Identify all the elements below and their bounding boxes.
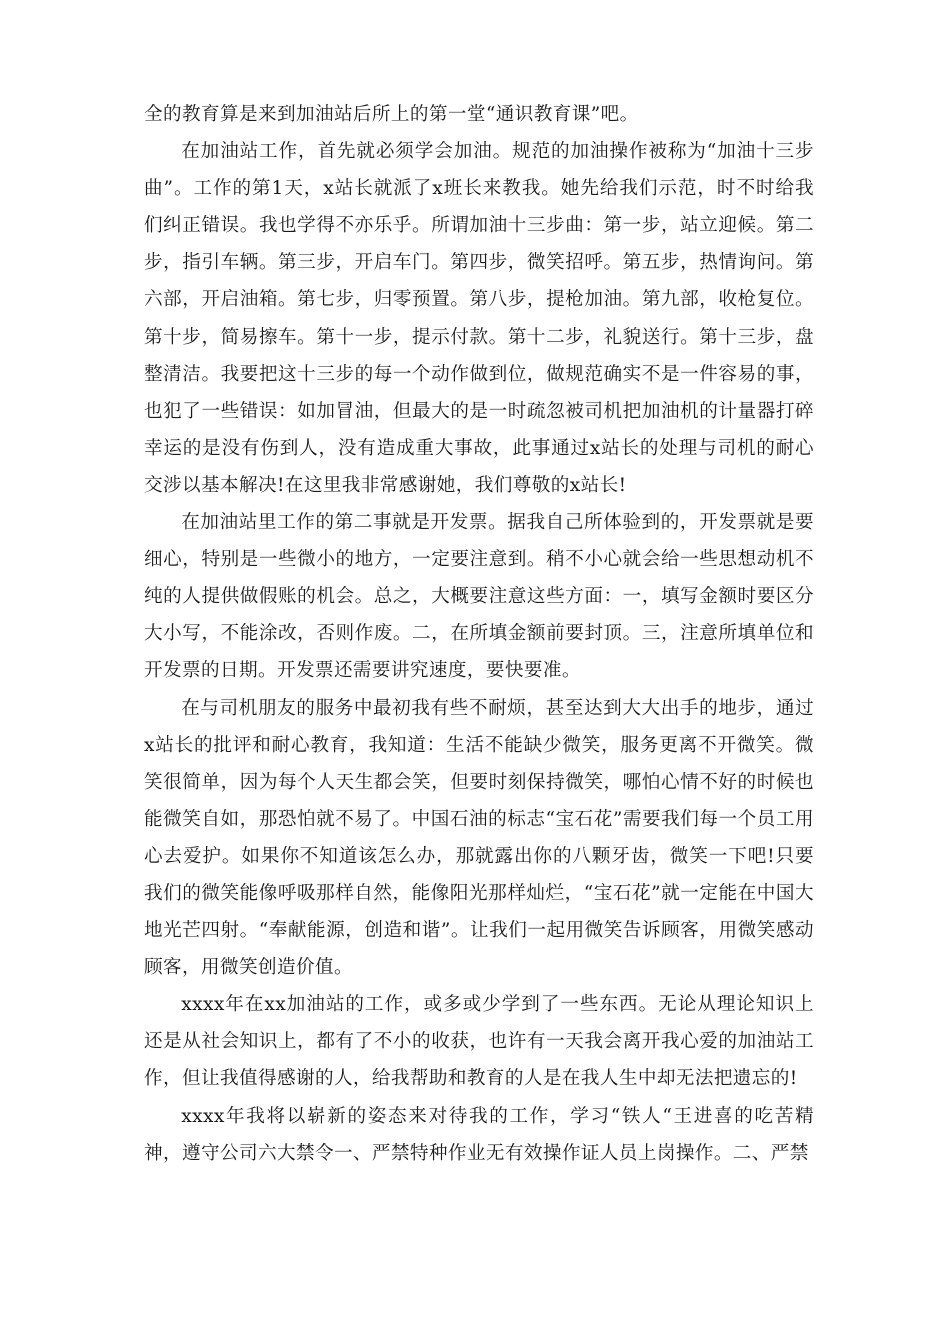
paragraph-smile-service: 在与司机朋友的服务中最初我有些不耐烦，甚至达到大大出手的地步，通过x站长的批评和耐心教育，我知道：生活不能缺少微笑，服务更离不开微笑。微笑很简单，因为每个人天生都会笑，但要时刻保持微笑，哪怕心情不好的时候也能微笑自如，那恐怕就不易了。中国石油的标志“宝石花”需要我们每一个员工用心去爱护。如果你不知道该怎么办，那就露出你的八颗牙齿，微笑一下吧!只要我们的微笑能像呼吸那样自然，能像阳光那样灿烂，“宝石花”就一定能在中国大地光芒四射。“奉献能源，创造和谐”。让我们一起用微笑告诉顾客，用微笑感动顾客，用微笑创造价值。: [144, 697, 814, 979]
paragraph-continuation: 全的教育算是来到加油站后所上的第一堂“通识教育课”吧。: [144, 104, 639, 125]
paragraph-year-summary: xxxx年在xx加油站的工作，或多或少学到了一些东西。无论从理论知识上还是从社会知识上，都有了不小的收获，也许有一天我会离开我心爱的加油站工作，但让我值得感谢的人，给我帮助和教育的人是在我人生中却无法把遗忘的!: [144, 994, 814, 1090]
document-page: [144, 96, 814, 1172]
paragraph-next-year-plan: xxxx年我将以崭新的姿态来对待我的工作，学习“铁人“王进喜的吃苦精神，遵守公司六大禁令一、严禁特种作业无有效操作证人员上岗操作。二、严禁: [144, 1105, 814, 1164]
paragraph-invoicing: 在加油站里工作的第二事就是开发票。据我自己所体验到的，开发票就是要细心，特别是一些微小的地方，一定要注意到。稍不小心就会给一些思想动机不纯的人提供做假账的机会。总之，大概要注意这些方面：一，填写金额时要区分大小写，不能涂改，否则作废。二，在所填金额前要封顶。三，注意所填单位和开发票的日期。开发票还需要讲究速度，要快要准。: [144, 512, 814, 682]
paragraph-refueling-steps: 在加油站工作，首先就必须学会加油。规范的加油操作被称为“加油十三步曲”。工作的第1天，x站长就派了x班长来教我。她先给我们示范，时不时给我们纠正错误。我也学得不亦乐乎。所谓加油十三步曲：第一步，站立迎候。第二步，指引车辆。第三步，开启车门。第四步，微笑招呼。第五步，热情询问。第六部，开启油箱。第七步，归零预置。第八步，提枪加油。第九部，收枪复位。第十步，简易擦车。第十一步，提示付款。第十二步，礼貌送行。第十三步，盘整清洁。我要把这十三步的每一个动作做到位，做规范确实不是一件容易的事，也犯了一些错误：如加冒油，但最大的是一时疏忽被司机把加油机的计量器打碎幸运的是没有伤到人，没有造成重大事故，此事通过x站长的处理与司机的耐心交涉以基本解决!在这里我非常感谢她，我们尊敬的x站长!: [144, 141, 814, 496]
